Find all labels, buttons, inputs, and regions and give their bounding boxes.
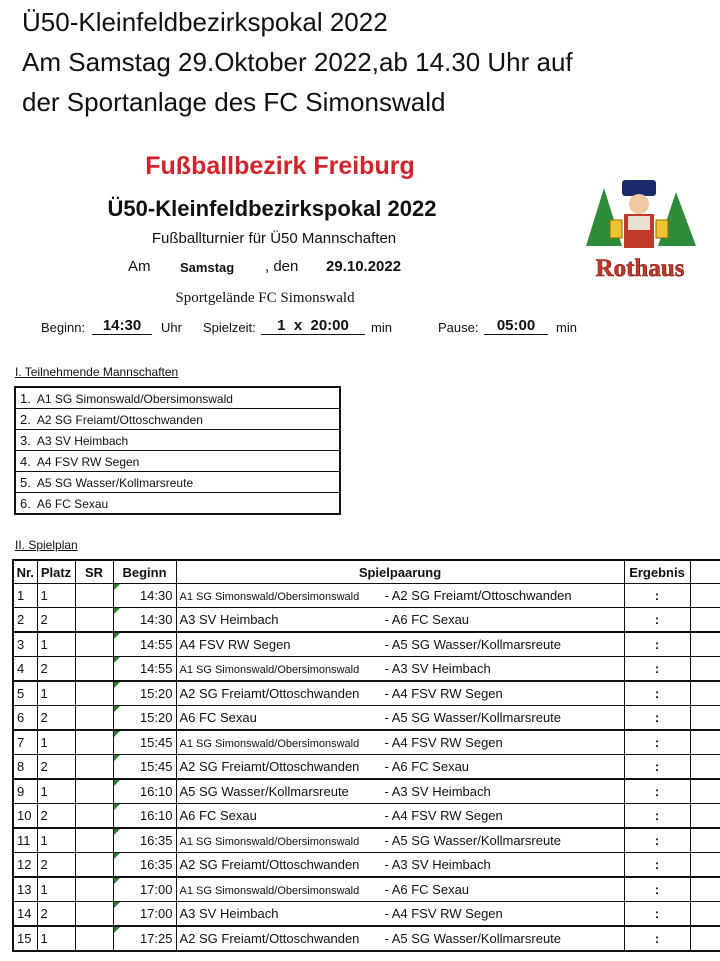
- team-row: [15, 409, 340, 430]
- match-nr: 1: [13, 584, 37, 608]
- match-result: :: [624, 657, 690, 682]
- team-row: [15, 387, 340, 409]
- match-sr: [75, 608, 113, 633]
- match-pairing: [176, 681, 624, 706]
- match-sr: [75, 779, 113, 804]
- match-extra: [690, 828, 720, 853]
- match-result: :: [624, 608, 690, 633]
- post-heading-line2: Am Samstag 29.Oktober 2022,ab 14.30 Uhr auf: [22, 47, 573, 77]
- match-row: [13, 877, 720, 902]
- match-result: :: [624, 926, 690, 951]
- match-pairing: [176, 632, 624, 657]
- match-extra: [690, 730, 720, 755]
- day-value: Samstag: [180, 260, 235, 275]
- col-blank: [690, 560, 720, 584]
- match-sr: [75, 584, 113, 608]
- match-time: 14:30: [113, 608, 176, 633]
- match-row: [13, 608, 720, 633]
- match-sr: [75, 755, 113, 780]
- match-extra: [690, 657, 720, 682]
- away-team: - A3 SV Heimbach: [384, 661, 491, 676]
- match-nr: 7: [13, 730, 37, 755]
- team-name: A3 SV Heimbach: [36, 433, 129, 448]
- team-number: 6.: [20, 495, 31, 511]
- away-team: - A4 FSV RW Segen: [384, 808, 503, 823]
- match-row: [13, 902, 720, 927]
- match-pairing: [176, 877, 624, 902]
- away-team: - A2 SG Freiamt/Ottoschwanden: [384, 588, 572, 603]
- match-time: 16:35: [113, 828, 176, 853]
- away-team: - A5 SG Wasser/Kollmarsreute: [384, 833, 562, 848]
- org-title: Fußballbezirk Freiburg: [145, 152, 415, 180]
- home-team: A6 FC Sexau: [179, 710, 257, 725]
- beginn-label: Beginn:: [41, 320, 86, 335]
- match-platz: 1: [37, 584, 75, 608]
- match-time: 17:00: [113, 902, 176, 927]
- match-platz: 2: [37, 706, 75, 731]
- match-sr: [75, 926, 113, 951]
- match-pairing: [176, 828, 624, 853]
- match-result: :: [624, 902, 690, 927]
- match-time: 15:45: [113, 730, 176, 755]
- date-value: 29.10.2022: [326, 258, 402, 275]
- away-team: - A5 SG Wasser/Kollmarsreute: [384, 710, 562, 725]
- match-extra: [690, 681, 720, 706]
- schedule-table: [12, 559, 720, 952]
- match-time: 14:30: [113, 584, 176, 608]
- away-team: - A3 SV Heimbach: [384, 784, 491, 799]
- match-nr: 13: [13, 877, 37, 902]
- match-time: 16:10: [113, 779, 176, 804]
- col-beginn: Beginn: [113, 560, 176, 584]
- match-time: 15:45: [113, 755, 176, 780]
- match-extra: [690, 804, 720, 829]
- away-team: - A6 FC Sexau: [384, 882, 470, 897]
- match-extra: [690, 853, 720, 878]
- away-team: - A4 FSV RW Segen: [384, 735, 503, 750]
- home-team: A3 SV Heimbach: [179, 612, 279, 627]
- match-time: 14:55: [113, 657, 176, 682]
- match-pairing: [176, 584, 624, 608]
- beginn-value: 14:30: [92, 317, 152, 335]
- post-heading-line3: der Sportanlage des FC Simonswald: [22, 87, 446, 117]
- home-team: A1 SG Simonswald/Obersimonswald: [179, 885, 360, 897]
- match-sr: [75, 681, 113, 706]
- match-platz: 1: [37, 779, 75, 804]
- match-pairing: [176, 804, 624, 829]
- match-nr: 5: [13, 681, 37, 706]
- match-nr: 11: [13, 828, 37, 853]
- match-row: [13, 755, 720, 780]
- match-platz: 1: [37, 926, 75, 951]
- venue: Sportgelände FC Simonswald: [175, 290, 355, 306]
- match-time: 15:20: [113, 681, 176, 706]
- match-row: [13, 730, 720, 755]
- rothaus-logo-text: Rothaus: [595, 255, 685, 282]
- match-row: [13, 706, 720, 731]
- home-team: A4 FSV RW Segen: [179, 637, 291, 652]
- away-team: - A6 FC Sexau: [384, 612, 470, 627]
- match-result: :: [624, 779, 690, 804]
- match-extra: [690, 902, 720, 927]
- teams-table: [14, 386, 341, 515]
- match-nr: 14: [13, 902, 37, 927]
- match-row: [13, 804, 720, 829]
- tournament-subtitle: Fußballturnier für Ü50 Mannschaften: [151, 230, 397, 247]
- home-team: A1 SG Simonswald/Obersimonswald: [179, 836, 360, 848]
- team-row: [15, 493, 340, 515]
- match-nr: 9: [13, 779, 37, 804]
- match-sr: [75, 877, 113, 902]
- match-sr: [75, 902, 113, 927]
- match-platz: 2: [37, 608, 75, 633]
- match-result: :: [624, 853, 690, 878]
- match-time: 17:25: [113, 926, 176, 951]
- away-team: - A3 SV Heimbach: [384, 857, 491, 872]
- home-team: A1 SG Simonswald/Obersimonswald: [179, 738, 360, 750]
- match-nr: 10: [13, 804, 37, 829]
- match-extra: [690, 706, 720, 731]
- match-row: [13, 828, 720, 853]
- away-team: - A5 SG Wasser/Kollmarsreute: [384, 637, 562, 652]
- match-extra: [690, 755, 720, 780]
- match-platz: 2: [37, 853, 75, 878]
- match-nr: 12: [13, 853, 37, 878]
- am-label: Am: [128, 258, 151, 275]
- match-nr: 6: [13, 706, 37, 731]
- match-pairing: [176, 926, 624, 951]
- away-team: - A4 FSV RW Segen: [384, 906, 503, 921]
- match-time: 16:35: [113, 853, 176, 878]
- tournament-sheet: [0, 130, 720, 961]
- match-platz: 1: [37, 877, 75, 902]
- match-nr: 8: [13, 755, 37, 780]
- col-platz: Platz: [37, 560, 75, 584]
- tournament-title: Ü50-Kleinfeldbezirkspokal 2022: [107, 196, 437, 221]
- match-extra: [690, 632, 720, 657]
- team-name: A6 FC Sexau: [36, 496, 109, 511]
- match-time: 16:10: [113, 804, 176, 829]
- match-sr: [75, 657, 113, 682]
- match-pairing: [176, 902, 624, 927]
- team-number: 1.: [20, 390, 31, 406]
- match-nr: 3: [13, 632, 37, 657]
- plan-heading: II. Spielplan: [15, 538, 78, 552]
- team-number: 3.: [20, 432, 31, 448]
- team-name: A2 SG Freiamt/Ottoschwanden: [36, 412, 203, 427]
- home-team: A2 SG Freiamt/Ottoschwanden: [179, 686, 360, 701]
- match-row: [13, 681, 720, 706]
- uhr-label: Uhr: [161, 320, 182, 335]
- match-platz: 1: [37, 828, 75, 853]
- team-row: [15, 451, 340, 472]
- match-platz: 1: [37, 632, 75, 657]
- match-row: [13, 926, 720, 951]
- match-row: [13, 584, 720, 608]
- match-sr: [75, 804, 113, 829]
- match-extra: [690, 584, 720, 608]
- match-result: :: [624, 730, 690, 755]
- match-row: [13, 853, 720, 878]
- match-result: :: [624, 706, 690, 731]
- match-result: :: [624, 804, 690, 829]
- match-platz: 1: [37, 681, 75, 706]
- match-platz: 2: [37, 755, 75, 780]
- match-pairing: [176, 730, 624, 755]
- match-row: [13, 657, 720, 682]
- match-extra: [690, 926, 720, 951]
- match-platz: 2: [37, 902, 75, 927]
- min-label-1: min: [371, 320, 392, 335]
- match-nr: 2: [13, 608, 37, 633]
- match-result: :: [624, 681, 690, 706]
- match-result: :: [624, 584, 690, 608]
- match-pairing: [176, 608, 624, 633]
- team-name: A5 SG Wasser/Kollmarsreute: [36, 475, 194, 490]
- match-pairing: [176, 853, 624, 878]
- match-platz: 1: [37, 730, 75, 755]
- home-team: A1 SG Simonswald/Obersimonswald: [179, 664, 360, 676]
- match-time: 14:55: [113, 632, 176, 657]
- match-time: 17:00: [113, 877, 176, 902]
- match-pairing: [176, 706, 624, 731]
- min-label-2: min: [556, 320, 577, 335]
- den-label: , den: [265, 258, 299, 275]
- match-nr: 15: [13, 926, 37, 951]
- rothaus-logo-icon: [582, 176, 698, 286]
- match-extra: [690, 608, 720, 633]
- match-extra: [690, 779, 720, 804]
- team-number: 5.: [20, 474, 31, 490]
- team-number: 4.: [20, 453, 31, 469]
- post-heading-line1: Ü50-Kleinfeldbezirkspokal 2022: [22, 7, 388, 37]
- home-team: A2 SG Freiamt/Ottoschwanden: [179, 857, 360, 872]
- team-row: [15, 472, 340, 493]
- match-sr: [75, 853, 113, 878]
- match-sr: [75, 730, 113, 755]
- home-team: A3 SV Heimbach: [179, 906, 279, 921]
- match-sr: [75, 828, 113, 853]
- match-nr: 4: [13, 657, 37, 682]
- home-team: A5 SG Wasser/Kollmarsreute: [179, 784, 349, 799]
- match-time: 15:20: [113, 706, 176, 731]
- away-team: - A4 FSV RW Segen: [384, 686, 503, 701]
- away-team: - A6 FC Sexau: [384, 759, 470, 774]
- team-row: [15, 430, 340, 451]
- away-team: - A5 SG Wasser/Kollmarsreute: [384, 931, 562, 946]
- pause-value: 05:00: [484, 317, 548, 335]
- home-team: A6 FC Sexau: [179, 808, 257, 823]
- home-team: A2 SG Freiamt/Ottoschwanden: [179, 759, 360, 774]
- teams-heading: I. Teilnehmende Mannschaften: [15, 365, 179, 379]
- match-result: :: [624, 632, 690, 657]
- spielzeit-value: 1 x 20:00: [261, 317, 365, 335]
- match-row: [13, 779, 720, 804]
- col-nr: Nr.: [13, 560, 37, 584]
- match-result: :: [624, 755, 690, 780]
- match-platz: 2: [37, 804, 75, 829]
- match-result: :: [624, 877, 690, 902]
- home-team: A2 SG Freiamt/Ottoschwanden: [179, 931, 360, 946]
- match-sr: [75, 632, 113, 657]
- match-pairing: [176, 755, 624, 780]
- spielzeit-label: Spielzeit:: [203, 320, 256, 335]
- team-number: 2.: [20, 411, 31, 427]
- team-name: A1 SG Simonswald/Obersimonswald: [36, 391, 233, 406]
- match-result: :: [624, 828, 690, 853]
- match-pairing: [176, 657, 624, 682]
- col-ergebnis: Ergebnis: [624, 560, 690, 584]
- pause-label: Pause:: [438, 320, 479, 335]
- col-spielpaarung: Spielpaarung: [176, 560, 624, 584]
- match-extra: [690, 877, 720, 902]
- match-row: [13, 632, 720, 657]
- match-sr: [75, 706, 113, 731]
- team-name: A4 FSV RW Segen: [36, 454, 140, 469]
- home-team: A1 SG Simonswald/Obersimonswald: [179, 591, 360, 603]
- col-sr: SR: [75, 560, 113, 584]
- match-pairing: [176, 779, 624, 804]
- match-platz: 2: [37, 657, 75, 682]
